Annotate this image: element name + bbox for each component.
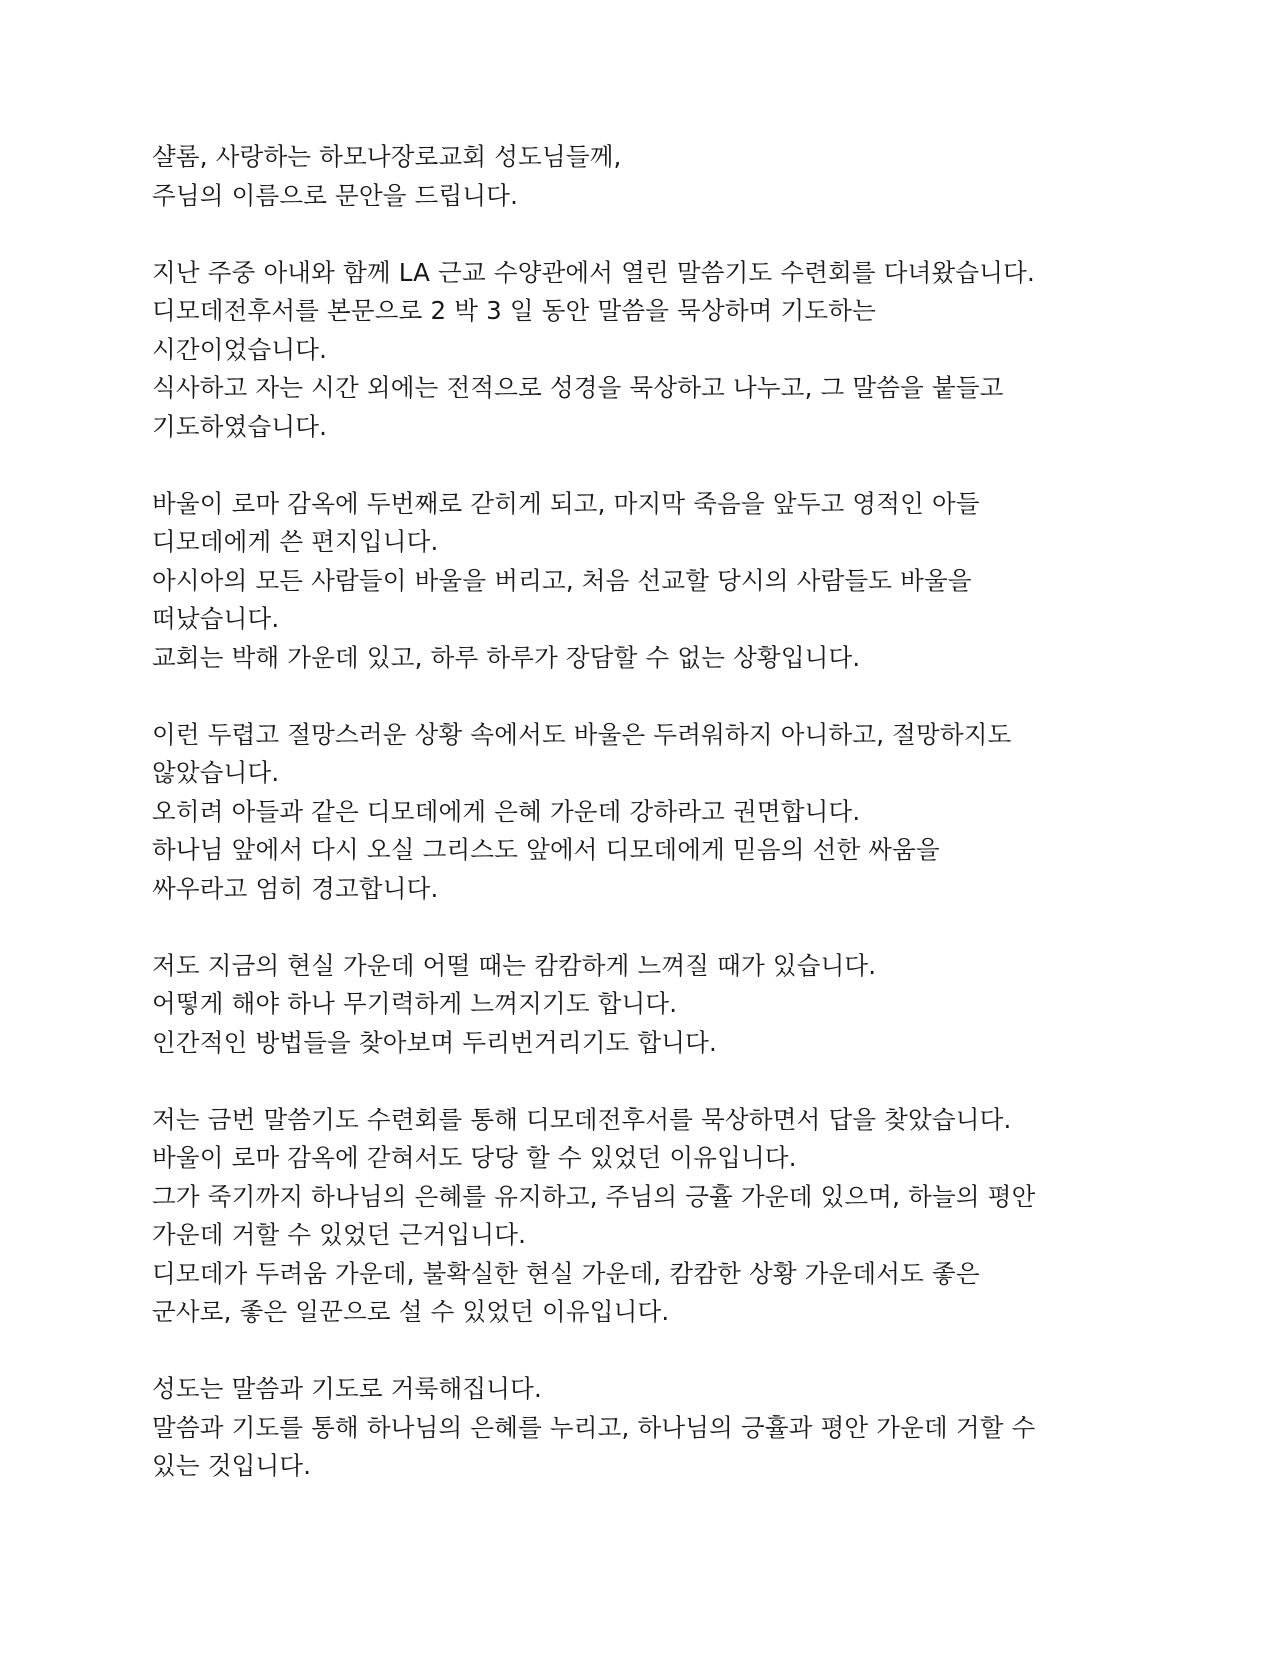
text-line: 어떻게 해야 하나 무기력하게 느껴지기도 합니다.: [152, 989, 678, 1018]
text-line: 바울이 로마 감옥에 갇혀서도 당당 할 수 있었던 이유입니다.: [152, 1143, 797, 1172]
text-line: 싸우라고 엄히 경고합니다.: [152, 873, 439, 903]
paragraph-encouragement: [152, 716, 1232, 909]
text-line: 시간이었습니다.: [152, 334, 328, 364]
text-line: 그가 죽기까지 하나님의 은혜를 유지하고, 주님의 긍휼 가운데 있으며, 하늘의 평안: [152, 1181, 1036, 1211]
text-line: 아시아의 모든 사람들이 바울을 버리고, 처음 선교할 당시의 사람들도 바울을: [152, 565, 972, 595]
text-line: 오히려 아들과 같은 디모데에게 은혜 가운데 강하라고 권면합니다.: [152, 796, 861, 826]
text-line: 기도하였습니다.: [152, 411, 328, 441]
text-line: 이런 두렵고 절망스러운 상황 속에서도 바울은 두려워하지 아니하고, 절망하지도: [152, 719, 1012, 749]
text-line: 가운데 거할 수 있었던 근거입니다.: [152, 1220, 527, 1249]
text-line: 저는 금번 말씀기도 수련회를 통해 디모데전후서를 묵상하면서 답을 찾았습니다.: [152, 1104, 1012, 1134]
text-line: 있는 것입니다.: [152, 1451, 312, 1480]
text-line: 인간적인 방법들을 찾아보며 두리번거리기도 합니다.: [152, 1027, 718, 1057]
text-line: 디모데전후서를 본문으로 2 박 3 일 동안 말씀을 묵상하며 기도하는: [152, 296, 877, 325]
text-line: 않았습니다.: [152, 758, 280, 787]
text-line: 말씀과 기도를 통해 하나님의 은혜를 누리고, 하나님의 긍휼과 평안 가운데 거할 수: [152, 1412, 1036, 1442]
text-line: 성도는 말씀과 기도로 거룩해집니다.: [152, 1374, 542, 1403]
text-line: 떠났습니다.: [152, 604, 280, 633]
paragraph-personal: [152, 947, 1232, 1063]
text-line: 하나님 앞에서 다시 오실 그리스도 앞에서 디모데에게 믿음의 선한 싸움을: [152, 835, 940, 864]
text-line: 저도 지금의 현실 가운데 어떨 때는 캄캄하게 느껴질 때가 있습니다.: [152, 950, 877, 980]
text-line: 샬롬, 사랑하는 하모나장로교회 성도님들께,: [152, 142, 622, 171]
text-line: 디모데가 두려움 가운데, 불확실한 현실 가운데, 캄캄한 상황 가운데서도 좋은: [152, 1258, 980, 1288]
paragraph-answer: [152, 1101, 1232, 1332]
text-line: 디모데에게 쓴 편지입니다.: [152, 527, 439, 556]
paragraph-conclusion: [152, 1370, 1232, 1486]
paragraph-paul-letter: [152, 485, 1232, 678]
paragraph-retreat: [152, 254, 1232, 447]
text-line: 지난 주중 아내와 함께 LA 근교 수양관에서 열린 말씀기도 수련회를 다녀왔습니다.: [152, 257, 1035, 287]
text-line: 식사하고 자는 시간 외에는 전적으로 성경을 묵상하고 나누고, 그 말씀을 붙들고: [152, 373, 1004, 402]
text-line: 바울이 로마 감옥에 두번째로 갇히게 되고, 마지막 죽음을 앞두고 영적인 아들: [152, 488, 980, 518]
text-line: 교회는 박해 가운데 있고, 하루 하루가 장담할 수 없는 상황입니다.: [152, 642, 861, 672]
letter-body: [152, 138, 1232, 1524]
text-line: 군사로, 좋은 일꾼으로 설 수 있었던 이유입니다.: [152, 1297, 670, 1326]
text-line: 주님의 이름으로 문안을 드립니다.: [152, 180, 519, 210]
paragraph-greeting: [152, 138, 1232, 215]
